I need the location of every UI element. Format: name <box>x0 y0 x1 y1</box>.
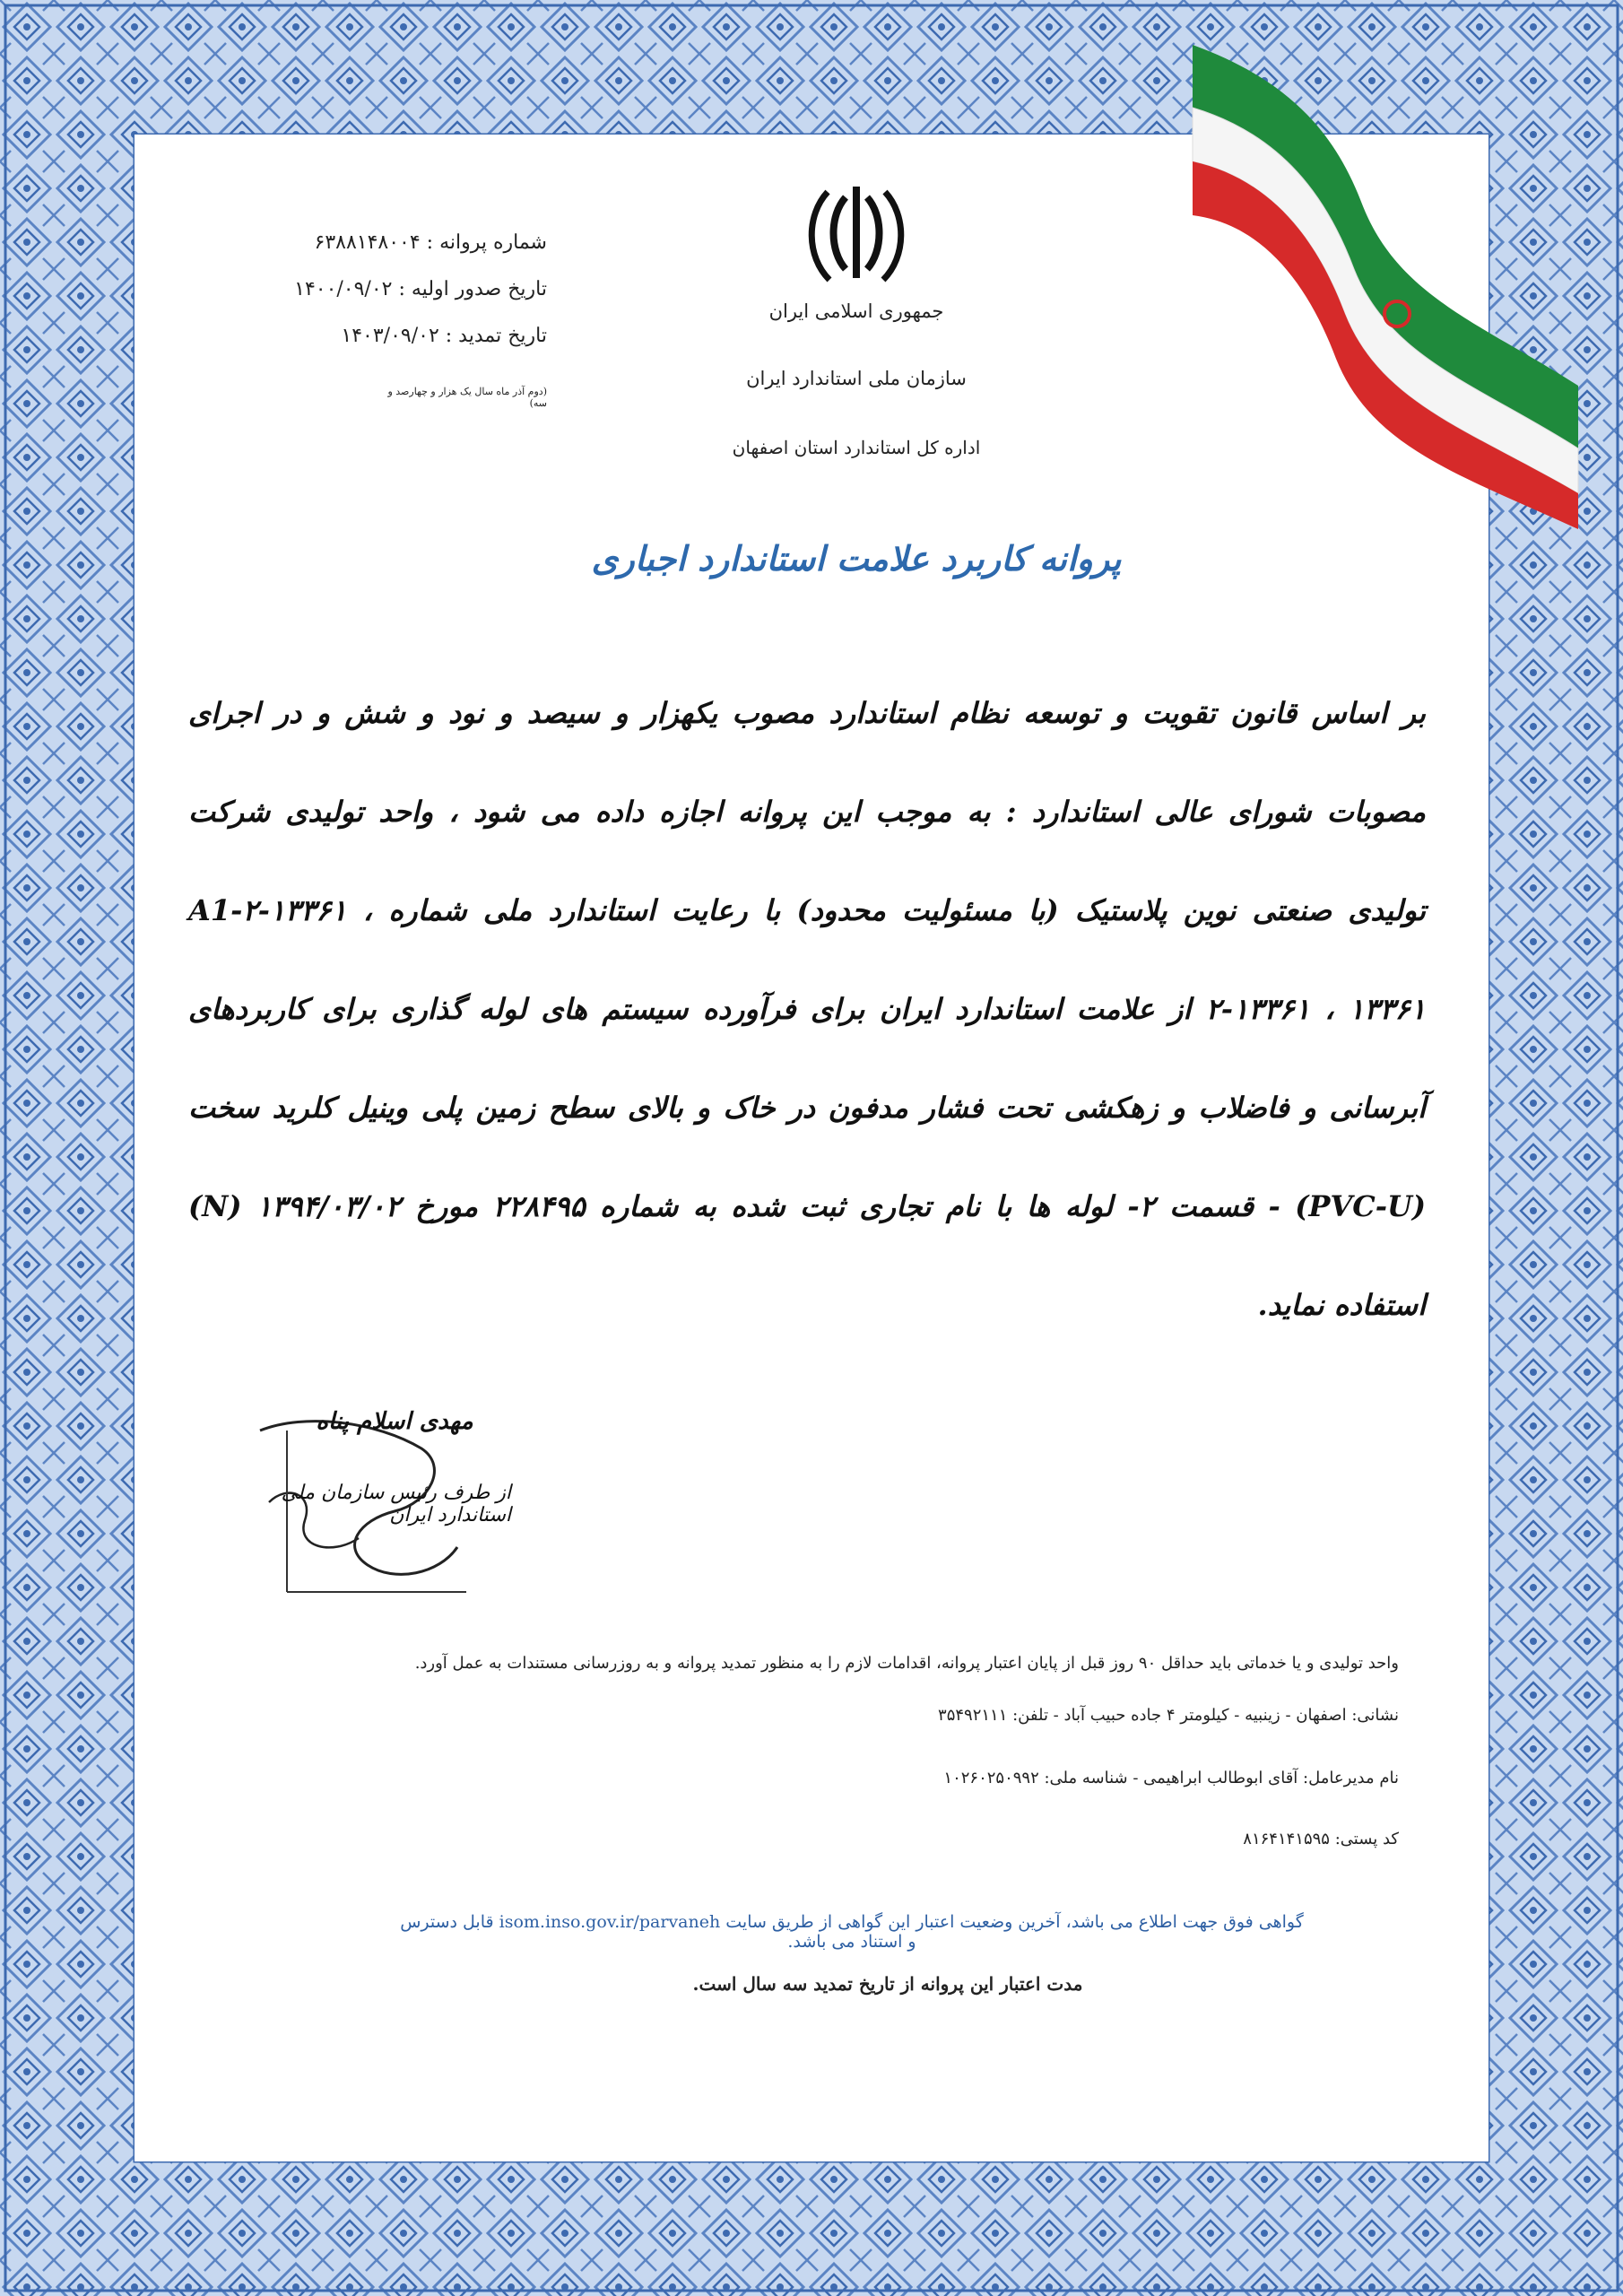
company-address: نشانی: اصفهان - زینبیه - کیلومتر ۴ جاده حبیب آباد - تلفن: ۳۵۴۹۲۱۱۱ <box>938 1706 1399 1725</box>
certificate-body: بر اساس قانون تقویت و توسعه نظام استاندارد مصوب یکهزار و سیصد و نود و شش و در اجرای مصوبات شورای عالی استاندارد : به موجب این پروانه اجازه داده می شود ، واحد تولیدی شرکت تولیدی صنعتی نوین پلاستیک (با مسئولیت محدود) با رعایت استاندارد ملی شماره A1-۲-۱۳۳۶۱ ، ۲-۱۳۳۶۱ ، ۱۳۳۶۱ از علامت استاندارد ایران برای فرآورده سیستم های لوله گذاری برای کاربردهای آبرسانی و فاضلاب و زهکشی تحت فشار مدفون در خاک و بالای سطح زمین پلی وینیل کلرید سخت (PVC-U) - قسمت ۲- لوله ها با نام تجاری ثبت شده به شماره ۲۲۸۴۹۵ مورخ ۱۳۹۴/۰۳/۰۲ (N) استفاده نماید. <box>188 696 1427 1322</box>
header-office: اداره کل استاندارد استان اصفهان <box>732 437 981 458</box>
license-number: شماره پروانه : ۶۳۸۸۱۴۸۰۰۴ <box>314 231 547 254</box>
header-organization: سازمان ملی استاندارد ایران <box>746 368 967 389</box>
iran-flag-ribbon <box>1157 27 1623 529</box>
postal-code: کد پستی: ۸۱۶۴۱۴۱۵۹۵ <box>1243 1830 1399 1848</box>
renewal-date-words: (دوم آذر ماه سال یک هزار و چهارصد و سه) <box>387 386 547 409</box>
renewal-date: تاریخ تمدید : ۱۴۰۳/۰۹/۰۲ <box>341 325 547 347</box>
certificate-title: پروانه کاربرد علامت استاندارد اجباری <box>591 538 1122 578</box>
issue-date: تاریخ صدور اولیه : ۱۴۰۰/۰۹/۰۲ <box>294 278 547 300</box>
signatory-role: از طرف رئیس سازمان ملی استاندارد ایران <box>281 1482 511 1526</box>
signatory-name: مهدی اسلام پناه <box>316 1408 473 1435</box>
verification-note: گواهی فوق جهت اطلاع می باشد، آخرین وضعیت اعتبار این گواهی از طریق سایت isom.inso.gov.ir/parvaneh قابل دسترس و استناد می باشد. <box>400 1912 1304 1952</box>
renewal-notice: واحد تولیدی و یا خدماتی باید حداقل ۹۰ روز قبل از پایان اعتبار پروانه، اقدامات لازم را به منظور تمدید پروانه و به روزرسانی مستندات به عمل آورد. <box>414 1654 1399 1673</box>
iran-emblem-icon <box>803 179 910 287</box>
validity-note: مدت اعتبار این پروانه از تاریخ تمدید سه سال است. <box>692 1973 1083 1995</box>
header-country: جمهوری اسلامی ایران <box>768 300 944 322</box>
company-manager: نام مدیرعامل: آقای ابوطالب ابراهیمی - شناسه ملی: ۱۰۲۶۰۲۵۰۹۹۲ <box>943 1769 1399 1787</box>
